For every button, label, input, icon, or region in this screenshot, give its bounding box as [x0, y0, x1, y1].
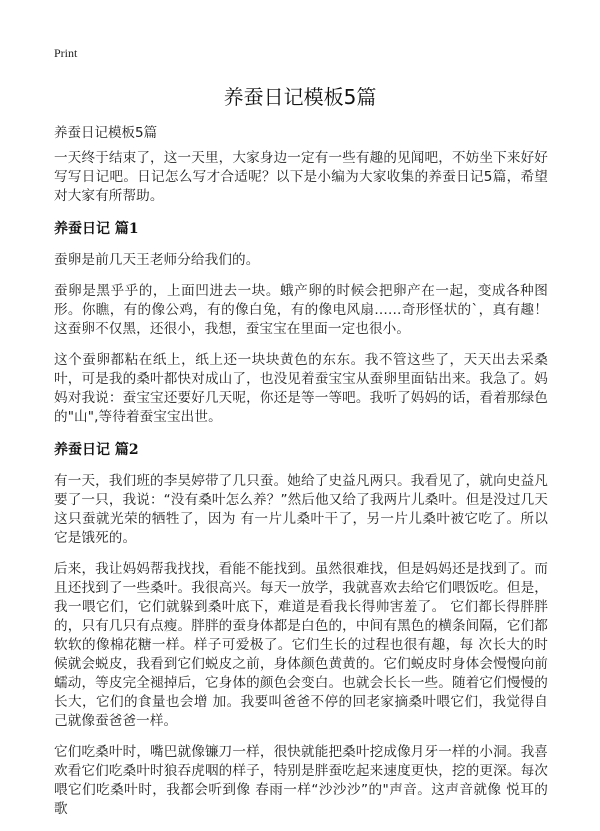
section-heading-2: 养蚕日记 篇2 [54, 442, 139, 458]
section-1-paragraph: 这个蚕卵都粘在纸上，纸上还一块块黄色的东东。我不管这些了，天天出去采桑叶，可是我的桑叶都快对成山了，也没见着蚕宝宝从蚕卵里面钻出来。我急了。妈妈对我说：蚕宝宝还要好几天呢，你还是等一等吧。我听了妈妈的话，看着那绿色的"山",等待着蚕宝宝出世。 [54, 352, 548, 425]
page-title: 养蚕日记模板5篇 [223, 85, 377, 109]
print-link[interactable]: Print [54, 46, 78, 60]
intro-paragraph: 一天终于结束了，这一天里，大家身边一定有一些有趣的见闻吧，不妨坐下来好好写写日记吧。日记怎么写才合适呢？以下是小编为大家收集的养蚕日记5篇，希望对大家有所帮助。 [54, 150, 548, 204]
section-heading-1: 养蚕日记 篇1 [54, 221, 139, 237]
section-1-paragraph: 蚕卵是黑乎乎的，上面凹进去一块。蛾产卵的时候会把卵产在一起，变成各种图形。你瞧，有的像公鸡，有的像白兔，有的像电风扇……奇形怪状的`，真有趣！这蚕卵不仅黑，还很小，我想，蚕宝宝在里面一定也很小。 [54, 283, 548, 337]
section-1-paragraph: 蚕卵是前几天王老师分给我们的。 [54, 252, 260, 268]
document-subtitle: 养蚕日记模板5篇 [54, 125, 158, 141]
section-2-paragraph: 有一天，我们班的李昊婷带了几只蚕。她给了史益凡两只。我看见了，就向史益凡要了一只，我说：“没有桑叶怎么养？”然后他又给了我两片儿桑叶。但是没过几天这只蚕就光荣的牺牲了，因为 有一片儿桑叶干了，另一片儿桑叶被它吃了。所以它是饿死的。 [54, 473, 548, 546]
section-2-paragraph: 它们吃桑叶时，嘴巴就像镰刀一样，很快就能把桑叶挖成像月牙一样的小洞。我喜欢看它们吃桑叶时狼吞虎咽的样子，特别是胖蚕吃起来速度更快，挖的更深。每次喂它们吃桑叶时，我都会听到像 春雨一样“沙沙沙”的"声音。这声音就像 悦耳的歌 [54, 744, 548, 817]
section-2-paragraph: 后来，我让妈妈帮我找找，看能不能找到。虽然很难找，但是妈妈还是找到了。而且还找到了一些桑叶。我很高兴。每天一放学，我就喜欢去给它们喂饭吃。但是，我一喂它们，它们就躲到桑叶底下，难道是看我长得帅害羞了。 它们都长得胖胖的，只有几只有点瘦。胖胖的蚕身体都是白色的，中间有黑色的横条间隔，它们都软软的像棉花糖一样。样子可爱极了。它们生长的过程也很有趣，每 次长大的时候就会蜕皮，我看到它们蜕皮之前，身体颜色黄黄的。它们蜕皮时身体会慢慢向前蠕动，等皮完全褪掉后，它身体的颜色会变白。也就会长长一些。随着它们慢慢的长大，它们的食量也会增 加。我要叫爸爸不停的回老家摘桑叶喂它们，我觉得自己就像蚕爸爸一样。 [54, 561, 548, 729]
article-body [54, 149, 548, 831]
